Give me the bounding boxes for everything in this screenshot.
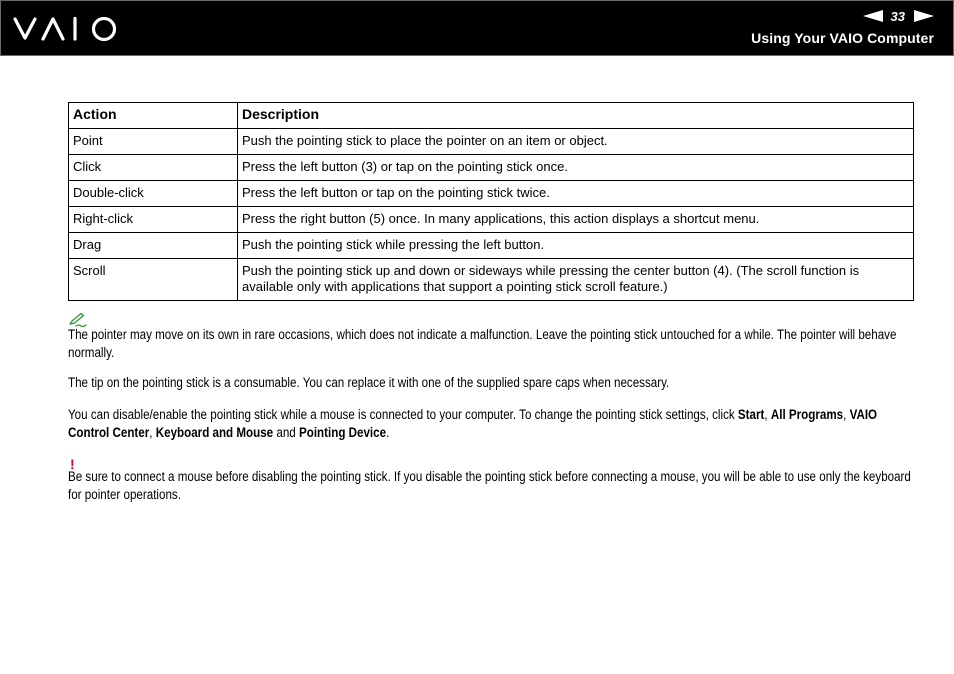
page-number: 33 bbox=[890, 8, 905, 24]
menu-vaio-control-center: VAIO Control Center bbox=[68, 407, 878, 440]
description-cell: Push the pointing stick to place the pointer on an item or object. bbox=[238, 129, 914, 155]
action-cell: Point bbox=[69, 129, 238, 155]
paragraph-text: The tip on the pointing stick is a consumable. You can replace it with one of the supplied spare caps when necessary. bbox=[68, 375, 670, 390]
exclamation-icon: ! bbox=[70, 456, 75, 472]
warning-text: Be sure to connect a mouse before disabling the pointing stick. If you disable the pointing stick before connecting a mouse, you will be able to use only the keyboard for pointer operations. bbox=[68, 469, 911, 502]
column-header-description: Description bbox=[238, 103, 914, 129]
description-cell: Press the left button (3) or tap on the pointing stick once. bbox=[238, 155, 914, 181]
table-header-row bbox=[69, 103, 914, 129]
text-run: . bbox=[386, 425, 390, 440]
menu-keyboard-and-mouse: Keyboard and Mouse bbox=[155, 425, 274, 440]
action-cell: Double-click bbox=[69, 181, 238, 207]
description-cell: Push the pointing stick while pressing the left button. bbox=[238, 233, 914, 259]
description-cell: Press the right button (5) once. In many applications, this action displays a shortcut menu. bbox=[238, 207, 914, 233]
column-header-action: Action bbox=[69, 103, 238, 129]
right-arrow-icon[interactable] bbox=[914, 10, 934, 22]
action-cell: Right-click bbox=[69, 207, 238, 233]
section-title: Using Your VAIO Computer bbox=[751, 30, 934, 46]
text-run: , bbox=[764, 407, 771, 422]
paragraph-consumable-tip bbox=[68, 374, 954, 392]
paragraph-settings bbox=[68, 406, 954, 442]
text-run: , bbox=[149, 425, 156, 440]
left-arrow-icon[interactable] bbox=[863, 10, 883, 22]
action-cell: Click bbox=[69, 155, 238, 181]
note-text: The pointer may move on its own in rare occasions, which does not indicate a malfunction. Leave the pointing stick untouched for a while. The pointer will behave normally. bbox=[68, 327, 897, 360]
table-row bbox=[69, 259, 914, 301]
table-row bbox=[69, 129, 914, 155]
warning-block bbox=[68, 468, 954, 504]
text-run: and bbox=[273, 425, 299, 440]
menu-start: Start bbox=[737, 407, 765, 422]
menu-pointing-device: Pointing Device bbox=[298, 425, 387, 440]
table-row bbox=[69, 181, 914, 207]
page-navigation bbox=[863, 6, 934, 26]
description-cell: Press the left button or tap on the pointing stick twice. bbox=[238, 181, 914, 207]
action-cell: Scroll bbox=[69, 259, 238, 301]
table-row bbox=[69, 207, 914, 233]
settings-text bbox=[68, 406, 913, 442]
table-row bbox=[69, 155, 914, 181]
note-block bbox=[68, 326, 954, 362]
action-cell: Drag bbox=[69, 233, 238, 259]
description-cell: Push the pointing stick up and down or sideways while pressing the center button (4). (The scroll function is available only with applications that support a pointing stick scroll feature.) bbox=[238, 259, 914, 301]
vaio-logo bbox=[13, 15, 121, 43]
table-row bbox=[69, 233, 914, 259]
menu-all-programs: All Programs bbox=[770, 407, 844, 422]
page-header bbox=[0, 0, 954, 56]
text-run: You can disable/enable the pointing stick while a mouse is connected to your computer. To change the pointing stick settings, click bbox=[68, 407, 738, 422]
text-run: , bbox=[843, 407, 850, 422]
pointing-stick-actions-table bbox=[68, 102, 914, 301]
